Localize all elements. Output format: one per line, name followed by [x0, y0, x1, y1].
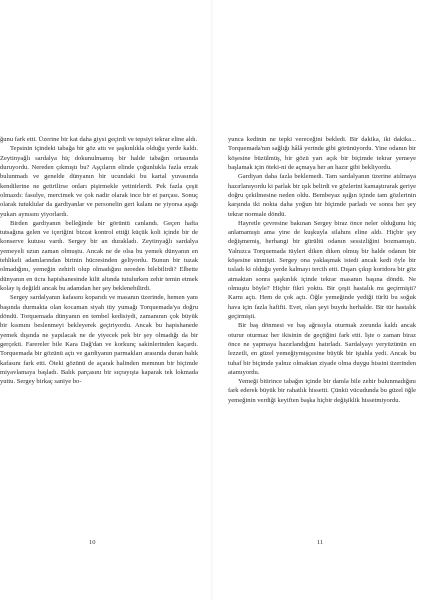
paragraph: Sergey sardalyanın kafasını koparıdı ve masanın üzerinde, hemen yanı başında durmakta olan kocaman siyah tüy yumağı Torquemada'ya doğru döndü. Torquemada dünyanın en tembel kedisiydi, zamanının çok büyük bir kısmını beslenmeyi bekleyerek geçiriyordu. Ancak bu hapishanede yemek dışında ne yapılacak ne de yiyecek pek bir şey olmadığı da bir gerçekti. Farereler bile Kara Dağ'dan ve korkunç sakinlerinden kaçardı. Torquemada bir gözünü açtı ve gardiyanın parmakları arasında duran balık kafasını fark etti. Öteki gözünü de açarak halinden memnun bir biçimde miyavlamaya başladı. Balık parçasını bir sıçrayışta kaparak tek lokmada yuttu. Sergey birkaç saniye bo-: [0, 294, 198, 386]
page-number: 10: [89, 539, 96, 546]
paragraph: Bir baş dönmesi ve baş ağrısıyla oturmak zorunda kaldı ancak oturur oturmaz her ikisinin de geçtiğini fark etti. İşte o zaman biraz önce ne yapmaya hazırlandığını hatırladı. Sardalyayı yeryüzünün en lezzetli, en güzel yemeğiymişçesine büyük bir iştahla yedi. Ancak bu tuhaf bir biçimde yalnız olmaktan ziyade olma duygu hissini üzerinden atamıyordu.: [228, 322, 416, 376]
right-page: [212, 0, 424, 600]
paragraph: Yemeği bitirince tabağın içinde bir damla bile zehir bulunmadığını fark ederek büyük bir rahatlık hissetti. Çünkü vücudunda bu güzel öğle yemeğinin verdiği keyiften başka hiçbir değişiklik hissetmiyordu.: [228, 378, 416, 404]
paragraph: Gardiyan daha fazla beklemedi. Tam sardalyanın üzerine atılmaya hazırlanıyordu ki parlak bir ışık belirdi ve gözlerini kamaştırarak geriye doğru çekilmesine neden oldu. Bembeyaz ışığın içinde tam gözlerinin karşında iki nokta daha yoğun bir biçimde parladı ve sonra her şey tekrar normale döndü.: [228, 173, 416, 218]
left-page-body: [0, 135, 198, 386]
paragraph: Tepsinin içindeki tabağa bir göz attı ve şaşkınlıkla olduğu yerde kaldı. Zeytinyağlı sardalya hiç dokunulmamış bir halde tabağın ortasında duruyordu. Nereden çıkmıştı bu? Aşçıların elinde çoğunlukla fazla erzak bulunmadı ve genelde dünyanın bir ucundaki bu kartal yuvasında kendilerine ne getirilirse onları pişirmekle yetinirlerdi. Pek fazla çeşit olmazdı: fasulye, mercimek ve çok nadir olarak ince bir et parçası. Sonuç olarak tutuklular da gardiyanlar ve personelin geri kalanı ne yiyorsa aşağı yukarı aynısını yiyorlardı.: [0, 145, 198, 218]
right-page-body: [228, 135, 416, 405]
page-number: 11: [317, 539, 324, 546]
paragraph: ğunu fark etti. Üzerine bir kat daha giysi geçirdi ve tepsiyi tekrar eline aldı.: [0, 136, 198, 143]
paragraph: Hayretle çevresine bakınan Sergey biraz önce neler olduğunu hiç anlamamıştı ama yine de kuşkuyla silahını eline aldı. Hiçbir şey değişmemiş, herhangi bir gürültü odanın sessizliğini bozmamıştı. Yalnızca Torquemada tüyleri diken diken olmuş bir halde odanın bir köşesine sinmişti. Sergey ona yaklaşmak istedi ancak kedi öyle bir tısladı ki olduğu yerde kalmayı tercih etti. Dışarı çıkıp koridora bir göz atmaktan sonra şaşkınlık içinde tekrar masanın başına döndü. Ne olmuştu böyle? Hiçbir fikri yoktu. Bir çeşit hastalık mı geçirmişti? Karnı açtı. Hem de çok açtı. Öğle yemeğinde yediği türlü bu soğuk hava için fazla hafifti. Evet, olan şeyi buydu herhalde. Bir tür hastalık geçirmişti.: [228, 219, 416, 320]
paragraph: Birden gardiyanın belleğinde bir görüntü canlandı. Geçen hafta tutsağına gelen ve içeriğini bizzat kontrol ettiği küçük koli içinde bir de konserve kutusu vardı. Sergey bir an durakladı. Zeytinyağlı sardalya yemeyeli uzun zaman olmuştu. Ancak ne de olsa bu yemek dünyanın en tehlikeli adamlarından birinin hücresinden geliyordu. Bunun bir tuzak olmadığını, yemeğin zehirli olup olmadığını nereden bilebilirdi? Elbette dünyanın en ücra hapishanesinde kilit altında tutulurken zehir temin etmek kolay iş değildi ancak bu adamdan her şey beklenebilirdi.: [0, 219, 198, 292]
paragraph: yunca kedinin ne tepki vereceğini bekledi. Bir dakika, iki dakika... Torquemada'nın sağlığı hâlâ yerinde gibi görünüyordu. Yine odanın bir köşesine büzülmüş, bir gözü yarı açık bir biçimde tekrar yemeye başlamak için öteki-ni de açmaya her an hazır gibi bekliyordu.: [228, 136, 416, 171]
